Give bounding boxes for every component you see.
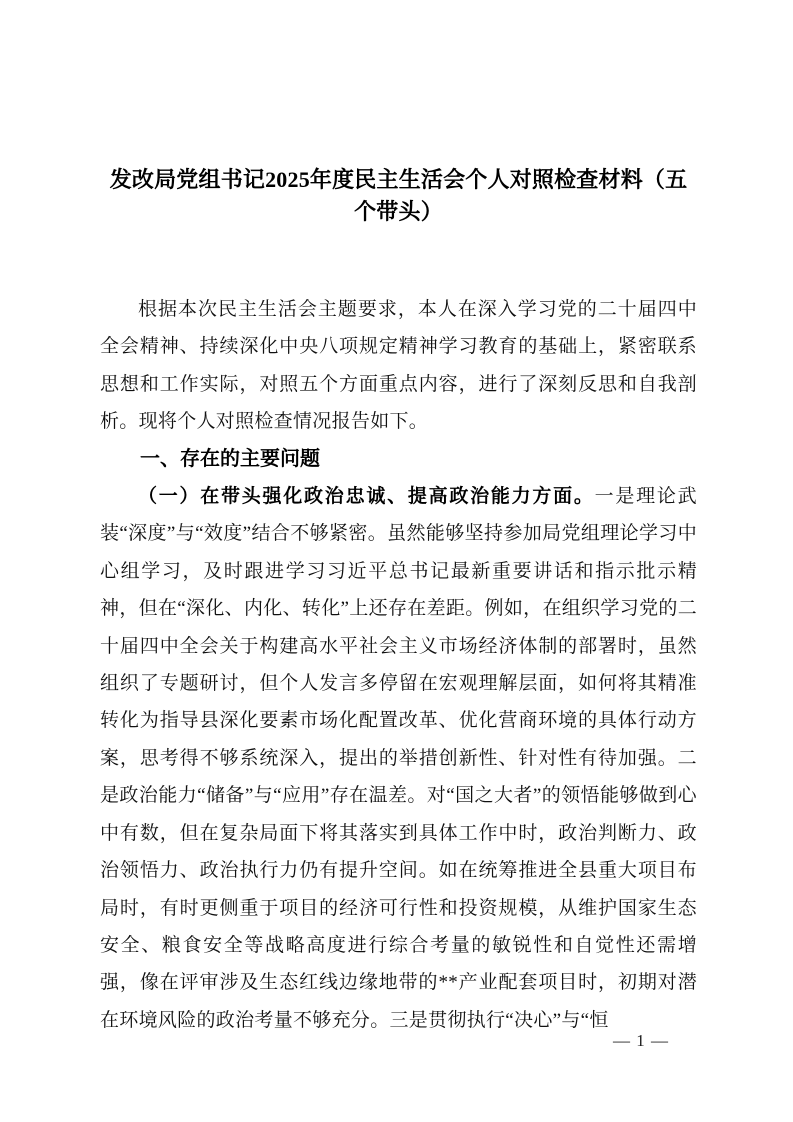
document-content bbox=[100, 0, 697, 1039]
item1-paragraph bbox=[100, 478, 697, 1039]
item1-lead: （一）在带头强化政治忠诚、提高政治能力方面。 bbox=[138, 486, 595, 508]
intro-paragraph: 根据本次民主生活会主题要求，本人在深入学习党的二十届四中全会精神、持续深化中央八项规定精神学习教育的基础上，紧密联系思想和工作实际，对照五个方面重点内容，进行了深刻反思和自我剖析。现将个人对照检查情况报告如下。 bbox=[100, 299, 697, 433]
section-heading-problems: 一、存在的主要问题 bbox=[140, 447, 320, 470]
item1-body: 一是理论武装“深度”与“效度”结合不够紧密。虽然能够坚持参加局党组理论学习中心组学习，及时跟进学习习近平总书记最新重要讲话和指示批示精神，但在“深化、内化、转化”上还存在差距。例如，在组织学习党的二十届四中全会关于构建高水平社会主义市场经济体制的部署时，虽然组织了专题研讨，但个人发言多停留在宏观理解层面，如何将其精准转化为指导县深化要素市场化配置改革、优化营商环境的具体行动方案，思考得不够系统深入，提出的举措创新性、针对性有待加强。二是政治能力“储备”与“应用”存在温差。对“国之大者”的领悟能够做到心中有数，但在复杂局面下将其落实到具体工作中时，政治判断力、政治领悟力、政治执行力仍有提升空间。如在统筹推进全县重大项目布局时，有时更侧重于项目的经济可行性和投资规模，从维护国家生态安全、粮食安全等战略高度进行综合考量的敏锐性和自觉性还需增强，像在评审涉及生态红线边缘地带的**产业配套项目时，初期对潜在环境风险的政治考量不够充分。三是贯彻执行“决心”与“恒 bbox=[100, 486, 697, 1031]
page-number: — 1 — bbox=[613, 1031, 669, 1050]
document-title: 发改局党组书记2025年度民主生活会个人对照检查材料（五个带头） bbox=[109, 167, 688, 224]
